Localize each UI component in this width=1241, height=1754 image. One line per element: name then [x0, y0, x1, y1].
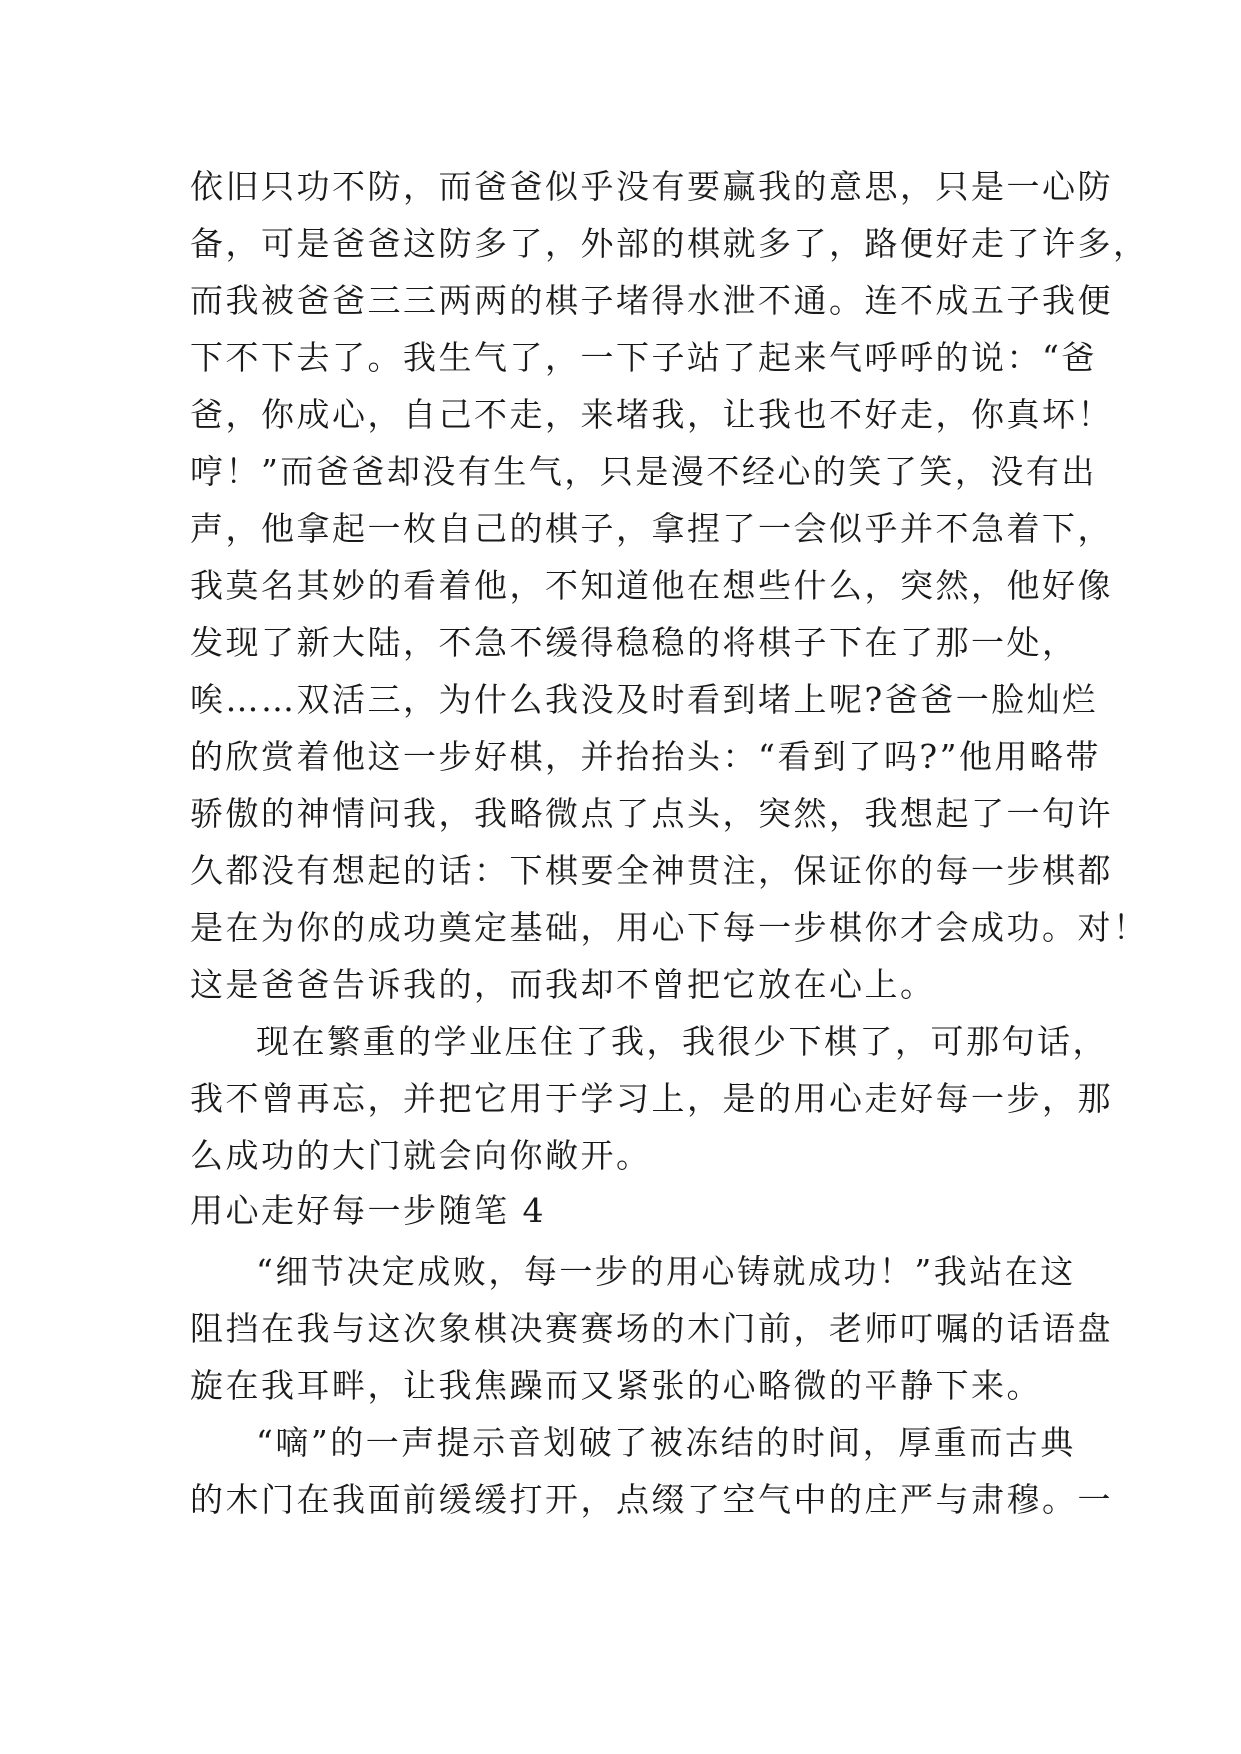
text-line: 依旧只功不防，而爸爸似乎没有要赢我的意思，只是一心防	[190, 167, 1113, 206]
text-line: 而我被爸爸三三两两的棋子堵得水泄不通。连不成五子我便	[190, 281, 1113, 320]
text-line: 声，他拿起一枚自己的棋子，拿捏了一会似乎并不急着下，	[190, 509, 1113, 548]
text-line: 我莫名其妙的看着他，不知道他在想些什么，突然，他好像	[190, 566, 1113, 605]
text-line: 是在为你的成功奠定基础，用心下每一步棋你才会成功。对！	[190, 908, 1149, 947]
text-line: 我不曾再忘，并把它用于学习上，是的用心走好每一步，那	[190, 1079, 1113, 1118]
paragraph-first-line: “细节决定成败，每一步的用心铸就成功！”我站在这	[256, 1252, 1076, 1291]
text-line: 发现了新大陆，不急不缓得稳稳的将棋子下在了那一处，	[190, 623, 1078, 662]
text-line: 唉……双活三，为什么我没及时看到堵上呢?爸爸一脸灿烂	[190, 680, 1098, 719]
text-line: 爸，你成心，自己不走，来堵我，让我也不好走，你真坏！	[190, 395, 1113, 434]
text-line: 这是爸爸告诉我的，而我却不曾把它放在心上。	[190, 965, 936, 1004]
text-line: 旋在我耳畔，让我焦躁而又紧张的心略微的平静下来。	[190, 1366, 1042, 1405]
text-line: 么成功的大门就会向你敞开。	[190, 1136, 652, 1175]
text-line: 的木门在我面前缓缓打开，点缀了空气中的庄严与肃穆。一	[190, 1480, 1113, 1519]
text-line: 的欣赏着他这一步好棋，并抬抬头：“看到了吗?”他用略带	[190, 737, 1101, 776]
section-heading: 用心走好每一步随笔 4	[190, 1191, 546, 1230]
text-line: 备，可是爸爸这防多了，外部的棋就多了，路便好走了许多，	[190, 224, 1149, 263]
text-line: 骄傲的神情问我，我略微点了点头，突然，我想起了一句许	[190, 794, 1113, 833]
paragraph-first-line: 现在繁重的学业压住了我，我很少下棋了，可那句话，	[256, 1022, 1108, 1061]
text-line: 哼！”而爸爸却没有生气，只是漫不经心的笑了笑，没有出	[190, 452, 1097, 491]
paragraph-first-line: “嘀”的一声提示音划破了被冻结的时间，厚重而古典	[256, 1423, 1076, 1462]
text-line: 下不下去了。我生气了，一下子站了起来气呼呼的说：“爸	[190, 338, 1097, 377]
text-line: 阻挡在我与这次象棋决赛赛场的木门前，老师叮嘱的话语盘	[190, 1309, 1113, 1348]
text-line: 久都没有想起的话：下棋要全神贯注，保证你的每一步棋都	[190, 851, 1113, 890]
